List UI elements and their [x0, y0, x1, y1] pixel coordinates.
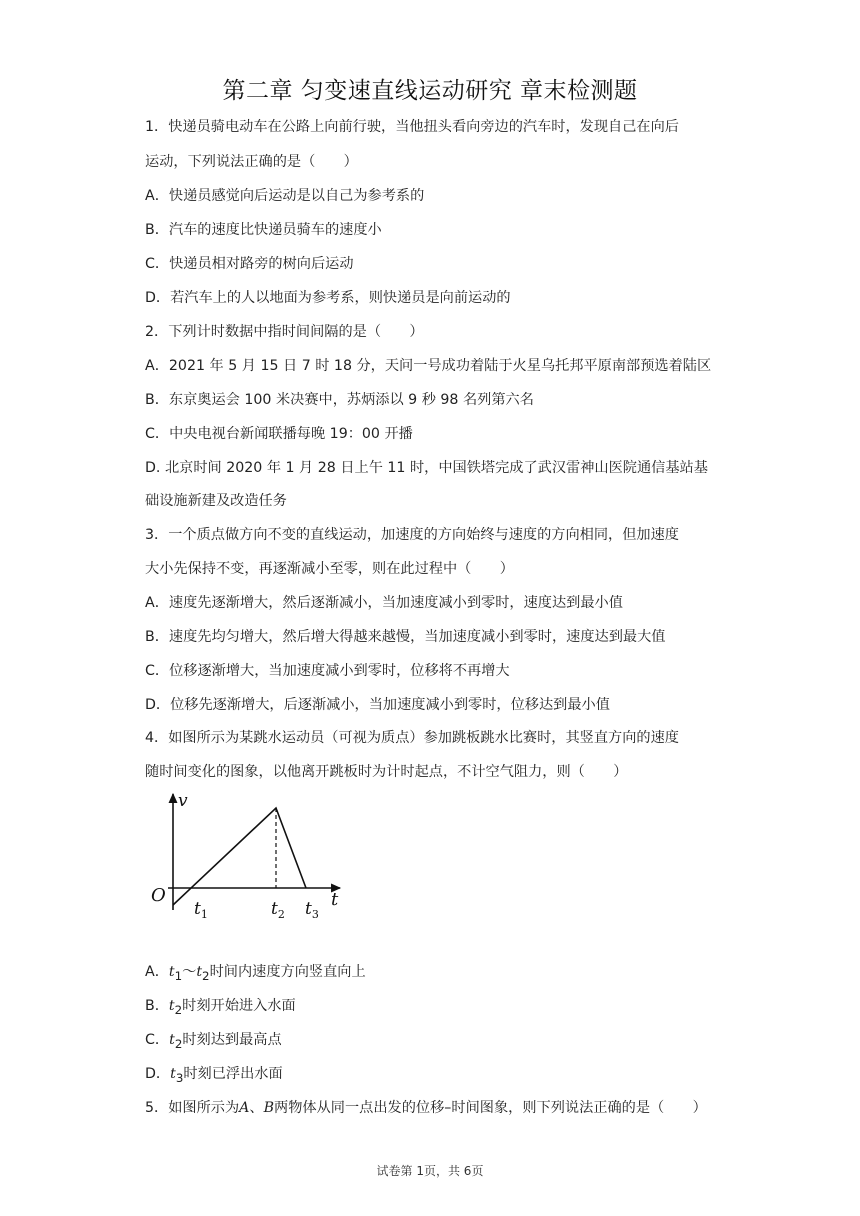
question-2-option-d-line-2: 础设施新建及改造任务: [145, 493, 287, 509]
page-title: 第二章 匀变速直线运动研究 章末检测题: [222, 78, 638, 104]
question-3-option-d: D．位移先逐渐增大，后逐渐减小，当加速度减小到零时，位移达到最小值: [145, 697, 610, 713]
question-1-option-c: C．快递员相对路旁的树向后运动: [145, 256, 354, 272]
question-1-option-b: B．汽车的速度比快递员骑车的速度小: [145, 222, 382, 238]
question-3-stem-line-1: 3．一个质点做方向不变的直线运动，加速度的方向始终与速度的方向相同，但加速度: [145, 527, 679, 543]
question-3-option-b: B．速度先均匀增大，然后增大得越来越慢，当加速度减小到零时，速度达到最大值: [145, 629, 666, 645]
question-4-stem-line-2: 随时间变化的图象，以他离开跳板时为计时起点，不计空气阻力，则（ ）: [145, 764, 628, 780]
question-5-stem: 5．如图所示为A、B两物体从同一点出发的位移–时间图象，则下列说法正确的是（ ）: [145, 1100, 707, 1116]
question-1-option-a: A．快递员感觉向后运动是以自己为参考系的: [145, 188, 425, 204]
question-3-stem-line-2: 大小先保持不变，再逐渐减小至零，则在此过程中（ ）: [145, 561, 514, 577]
question-2-option-a: A．2021 年 5 月 15 日 7 时 18 分，天问一号成功着陆于火星乌托邦平原南部预选着陆区: [145, 358, 712, 374]
velocity-time-graph: [140, 780, 360, 920]
axis-label-t: t: [331, 889, 339, 910]
question-3-option-a: A．速度先逐渐增大，然后逐渐减小，当加速度减小到零时，速度达到最小值: [145, 595, 623, 611]
question-2-stem: 2．下列计时数据中指时间间隔的是（ ）: [145, 324, 424, 340]
page-footer: 试卷第 1页，共 6页: [376, 1164, 484, 1178]
question-4-option-b: B．$t_2$时刻开始进入水面: [145, 998, 296, 1017]
tick-label-t1: $t_1$: [194, 899, 208, 920]
question-2-option-c: C．中央电视台新闻联播每晚 19：00 开播: [145, 426, 413, 442]
question-4-stem-line-1: 4．如图所示为某跳水运动员（可视为质点）参加跳板跳水比赛时，其竖直方向的速度: [145, 730, 679, 746]
question-4-option-a: A．$t_1\sim t_2$时间内速度方向竖直向上: [145, 964, 366, 983]
question-4-option-d: D．$t_3$时刻已浮出水面: [145, 1066, 283, 1085]
question-2-option-b: B．东京奥运会 100 米决赛中，苏炳添以 9 秒 98 名列第六名: [145, 392, 534, 408]
question-3-option-c: C．位移逐渐增大，当加速度减小到零时，位移将不再增大: [145, 663, 510, 679]
question-1-option-d: D．若汽车上的人以地面为参考系，则快递员是向前运动的: [145, 290, 511, 306]
origin-label: O: [151, 885, 166, 906]
axis-label-v: v: [178, 791, 188, 811]
tick-label-t3: $t_3$: [305, 899, 319, 920]
question-1-stem-line-2: 运动，下列说法正确的是（ ）: [145, 154, 358, 170]
question-1-stem-line-1: 1．快递员骑电动车在公路上向前行驶，当他扭头看向旁边的汽车时，发现自己在向后: [145, 119, 679, 135]
tick-label-t2: $t_2$: [271, 899, 285, 920]
question-2-option-d-line-1: D. 北京时间 2020 年 1 月 28 日上午 11 时，中国铁塔完成了武汉雷神山医院通信基站基: [145, 460, 708, 476]
question-4-option-c: C．$t_2$时刻达到最高点: [145, 1032, 282, 1051]
velocity-curve: [173, 808, 306, 905]
